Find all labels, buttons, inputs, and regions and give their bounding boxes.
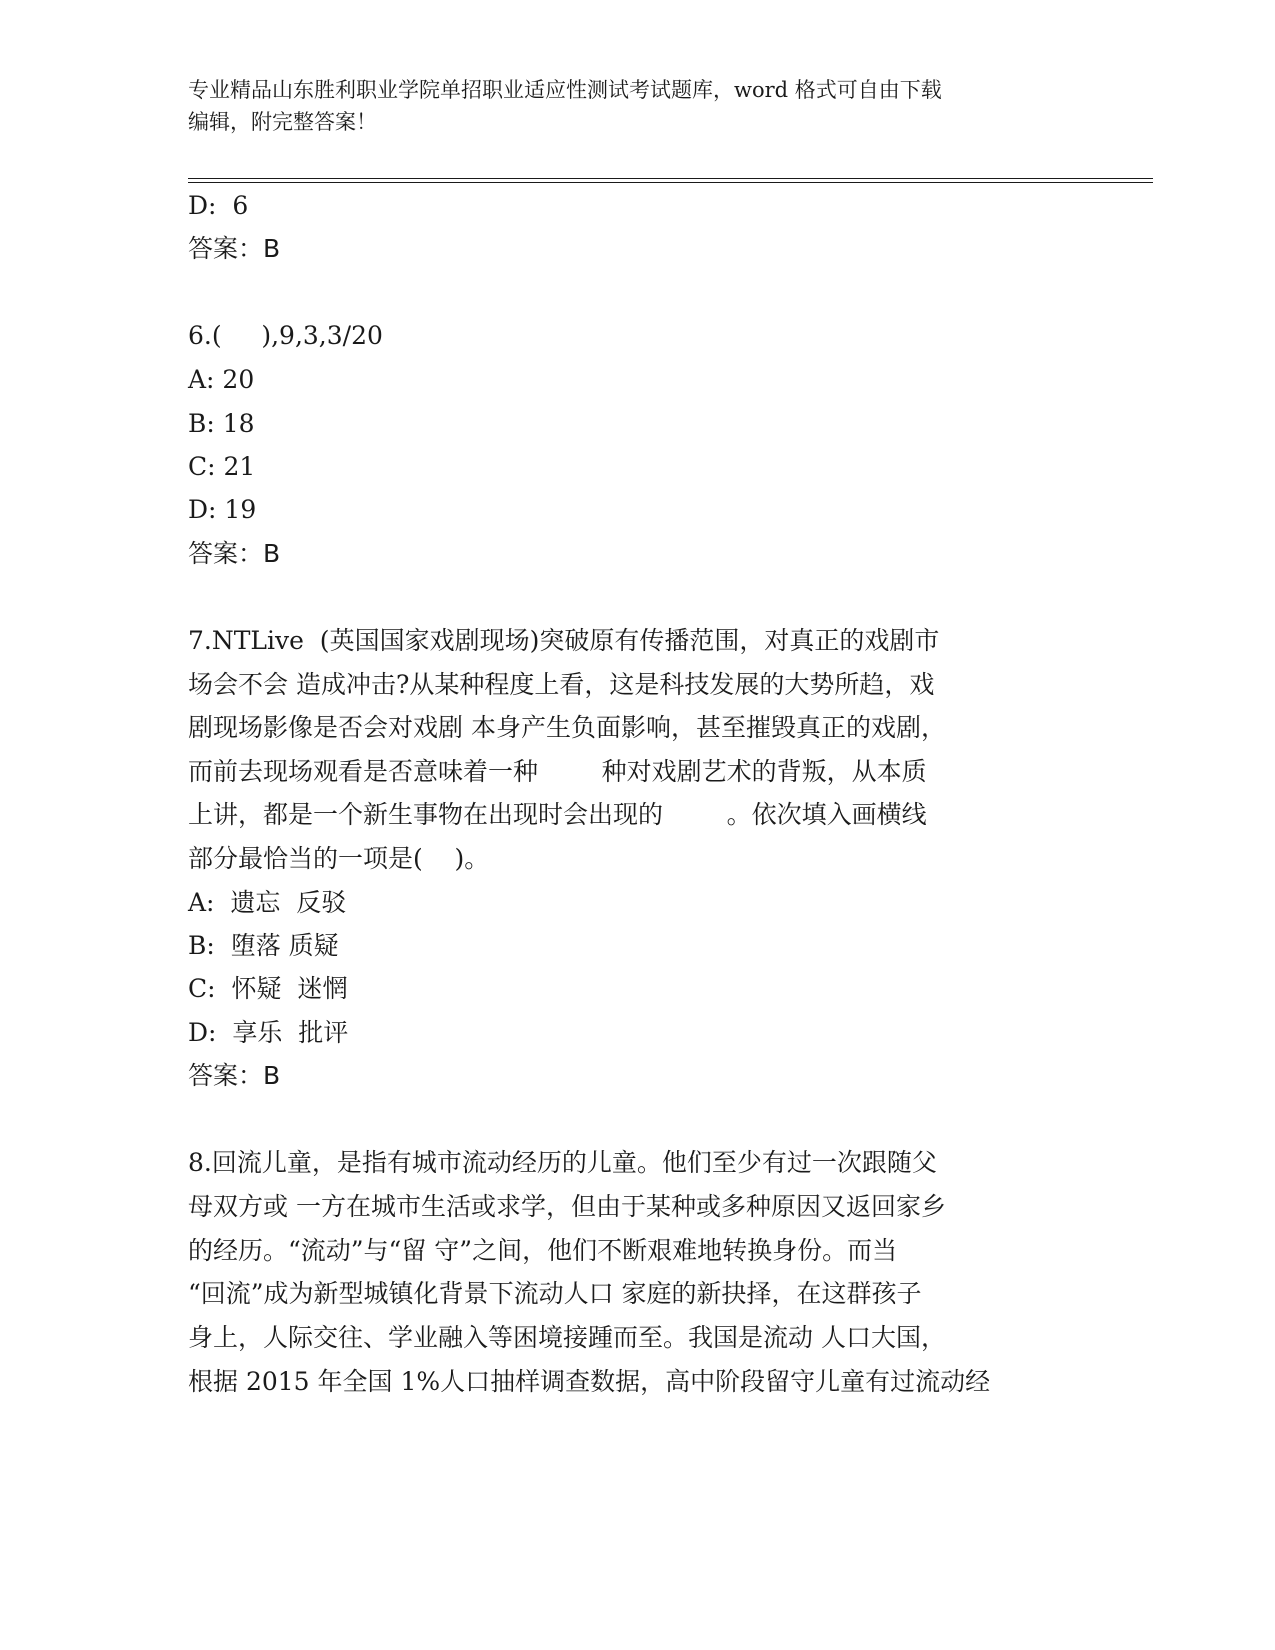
q8-stem-line-5: 身上，人际交往、学业融入等困境接踵而至。我国是流动 人口大国， bbox=[188, 1323, 946, 1352]
q5-answer: 答案：B bbox=[188, 234, 281, 263]
q6-stem: 6.( ),9,3,3/20 bbox=[188, 321, 383, 350]
q7-stem-line-6: 部分最恰当的一项是( )。 bbox=[188, 844, 490, 873]
q5-option-d: D: 6 bbox=[188, 191, 249, 220]
q7-option-c: C: 怀疑 迷惘 bbox=[188, 974, 348, 1003]
header-rule-bottom bbox=[188, 182, 1153, 183]
q7-option-b: B: 堕落 质疑 bbox=[188, 931, 339, 960]
q6-option-c: C: 21 bbox=[188, 452, 256, 481]
q7-stem-line-4: 而前去现场观看是否意味着一种 种对戏剧艺术的背叛，从本质 bbox=[188, 757, 927, 786]
q8-stem-line-4: “回流”成为新型城镇化背景下流动人口 家庭的新抉择，在这群孩子 bbox=[188, 1279, 922, 1308]
q7-option-a: A: 遗忘 反驳 bbox=[188, 888, 347, 917]
q7-stem-line-3: 剧现场影像是否会对戏剧 本身产生负面影响，甚至摧毁真正的戏剧， bbox=[188, 713, 946, 742]
q6-answer: 答案：B bbox=[188, 539, 281, 568]
q8-stem-line-2: 母双方或 一方在城市生活或求学，但由于某种或多种原因又返回家乡 bbox=[188, 1192, 946, 1221]
q8-stem-line-3: 的经历。“流动”与“留 守”之间，他们不断艰难地转换身份。而当 bbox=[188, 1236, 898, 1265]
header-line-1: 专业精品山东胜利职业学院单招职业适应性测试考试题库，word 格式可自由下载 bbox=[188, 78, 942, 102]
q7-answer: 答案：B bbox=[188, 1061, 281, 1090]
q8-stem-line-1: 8.回流儿童，是指有城市流动经历的儿童。他们至少有过一次跟随父 bbox=[188, 1148, 937, 1177]
document-header bbox=[188, 74, 1068, 138]
header-line-2: 编辑，附完整答案！ bbox=[188, 110, 377, 134]
q7-stem-line-2: 场会不会 造成冲击?从某种程度上看，这是科技发展的大势所趋，戏 bbox=[188, 670, 935, 699]
q7-stem-line-5: 上讲，都是一个新生事物在出现时会出现的 。依次填入画横线 bbox=[188, 800, 927, 829]
q6-option-b: B: 18 bbox=[188, 409, 255, 438]
header-rule-top bbox=[188, 178, 1153, 179]
q7-option-d: D: 享乐 批评 bbox=[188, 1018, 349, 1047]
q6-option-d: D: 19 bbox=[188, 495, 257, 524]
q6-option-a: A: 20 bbox=[188, 365, 255, 394]
q7-stem-line-1: 7.NTLive (英国国家戏剧现场)突破原有传播范围，对真正的戏剧市 bbox=[188, 626, 940, 655]
q8-stem-line-6: 根据 2015 年全国 1%人口抽样调查数据，高中阶段留守儿童有过流动经 bbox=[188, 1367, 991, 1396]
